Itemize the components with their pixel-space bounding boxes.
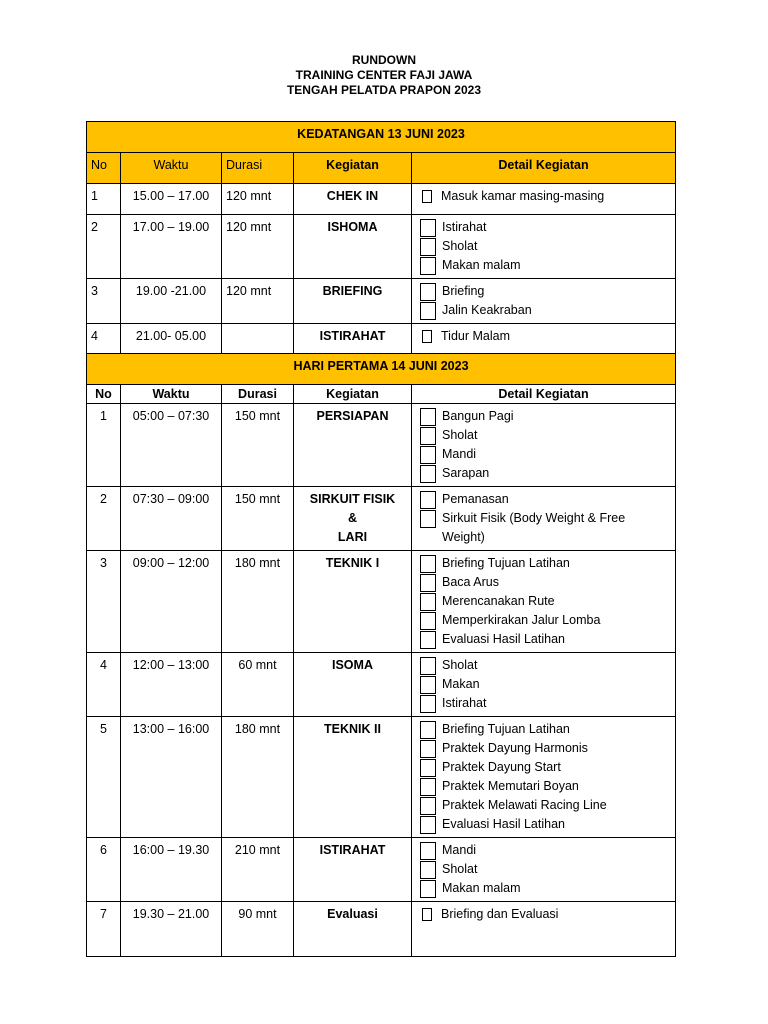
row-no: 3: [87, 279, 121, 324]
row-durasi: 150 mnt: [222, 404, 294, 487]
detail-text: Jalin Keakraban: [442, 303, 532, 317]
section-heading-row: [87, 354, 676, 385]
row-durasi: 180 mnt: [222, 551, 294, 653]
row-kegiatan: BRIEFING: [294, 279, 412, 324]
row-no: 4: [87, 324, 121, 354]
checkbox-icon: [420, 676, 436, 694]
row-waktu: 09:00 – 12:00: [121, 551, 222, 653]
row-waktu: 21.00- 05.00: [121, 324, 222, 354]
row-durasi: 60 mnt: [222, 653, 294, 717]
row-kegiatan: TEKNIK II: [294, 717, 412, 838]
detail-item: [416, 256, 671, 275]
detail-item: [416, 656, 671, 675]
title-line-2: TRAINING CENTER FAJI JAWA: [295, 68, 473, 82]
title-line-3: TENGAH PELATDA PRAPON 2023: [286, 83, 482, 97]
detail-item: [416, 282, 671, 301]
detail-item: [416, 301, 671, 320]
detail-item: [416, 237, 671, 256]
checkbox-icon: [420, 555, 436, 573]
detail-item: [416, 592, 671, 611]
detail-item: [416, 815, 671, 834]
checkbox-icon: [420, 695, 436, 713]
row-detail: [412, 653, 676, 717]
row-durasi: 150 mnt: [222, 487, 294, 551]
detail-text: Bangun Pagi: [442, 409, 514, 423]
checkbox-icon: [420, 740, 436, 758]
row-detail: [412, 404, 676, 487]
table-row: [87, 838, 676, 902]
detail-item: [416, 675, 671, 694]
row-kegiatan: ISTIRAHAT: [294, 324, 412, 354]
header-kegiatan: Kegiatan: [294, 385, 412, 404]
checkbox-icon: [420, 842, 436, 860]
row-no: 4: [87, 653, 121, 717]
detail-item: [416, 630, 671, 649]
table-row: [87, 653, 676, 717]
detail-text: Mandi: [442, 447, 477, 461]
row-kegiatan: ISHOMA: [294, 215, 412, 279]
detail-text: Sholat: [442, 239, 478, 253]
detail-item: [416, 694, 671, 713]
detail-item: [416, 573, 671, 592]
detail-item: [416, 509, 671, 547]
row-waktu: 19.00 -21.00: [121, 279, 222, 324]
row-durasi: 90 mnt: [222, 902, 294, 957]
row-no: 1: [87, 184, 121, 215]
row-waktu: 12:00 – 13:00: [121, 653, 222, 717]
detail-item: [416, 879, 671, 898]
detail-text: Briefing: [442, 284, 485, 298]
detail-item: [416, 490, 671, 509]
row-waktu: 16:00 – 19.30: [121, 838, 222, 902]
header-row: [87, 153, 676, 184]
detail-text: Evaluasi Hasil Latihan: [442, 817, 565, 831]
detail-text: Praktek Memutari Boyan: [442, 779, 579, 793]
row-durasi: 180 mnt: [222, 717, 294, 838]
row-detail: [412, 279, 676, 324]
checkbox-icon: [420, 491, 436, 509]
title-line-1: RUNDOWN: [352, 53, 416, 67]
row-no: 2: [87, 487, 121, 551]
detail-item: [416, 860, 671, 879]
table-row: [87, 184, 676, 215]
header-no: No: [87, 385, 121, 404]
row-kegiatan: ISTIRAHAT: [294, 838, 412, 902]
checkbox-icon: [420, 446, 436, 464]
checkbox-icon: [420, 238, 436, 256]
header-detail: Detail Kegiatan: [412, 385, 676, 404]
row-detail: [412, 717, 676, 838]
checkbox-icon: [420, 797, 436, 815]
checkbox-icon: [420, 721, 436, 739]
row-no: 3: [87, 551, 121, 653]
row-detail: [412, 215, 676, 279]
table-row: [87, 404, 676, 487]
header-detail: Detail Kegiatan: [412, 153, 676, 184]
row-durasi: 120 mnt: [222, 215, 294, 279]
row-no: 2: [87, 215, 121, 279]
detail-text: Sholat: [442, 658, 478, 672]
detail-text: Praktek Dayung Harmonis: [442, 741, 588, 755]
checkbox-icon: [420, 759, 436, 777]
detail-item: [416, 218, 671, 237]
checkbox-icon: [420, 816, 436, 834]
section-heading: HARI PERTAMA 14 JUNI 2023: [87, 354, 676, 385]
section-heading: KEDATANGAN 13 JUNI 2023: [87, 122, 676, 153]
row-detail: [412, 184, 676, 215]
row-waktu: 13:00 – 16:00: [121, 717, 222, 838]
detail-text: Sirkuit Fisik (Body Weight & Free Weight): [442, 511, 626, 544]
checkbox-icon: [420, 257, 436, 275]
checkbox-icon: [420, 574, 436, 592]
row-no: 7: [87, 902, 121, 957]
row-waktu: 17.00 – 19.00: [121, 215, 222, 279]
detail-text: Evaluasi Hasil Latihan: [442, 632, 565, 646]
detail-text: Pemanasan: [442, 492, 509, 506]
detail-item: [416, 841, 671, 860]
row-kegiatan: TEKNIK I: [294, 551, 412, 653]
table-row: [87, 324, 676, 354]
detail-item: [416, 611, 671, 630]
checkbox-icon: [420, 302, 436, 320]
row-kegiatan: PERSIAPAN: [294, 404, 412, 487]
detail-text: Istirahat: [442, 220, 487, 234]
detail-text: Memperkirakan Jalur Lomba: [442, 613, 601, 627]
checkbox-icon: [422, 330, 432, 343]
document-title: [0, 53, 768, 98]
row-waktu: 19.30 – 21.00: [121, 902, 222, 957]
checkbox-icon: [420, 465, 436, 483]
detail-text: Makan malam: [442, 881, 521, 895]
row-kegiatan: SIRKUIT FISIK & LARI: [294, 487, 412, 551]
detail-text: Briefing Tujuan Latihan: [442, 722, 570, 736]
detail-item: [416, 327, 671, 346]
checkbox-icon: [420, 880, 436, 898]
row-detail: [412, 838, 676, 902]
table-row: [87, 551, 676, 653]
checkbox-icon: [420, 408, 436, 426]
row-no: 6: [87, 838, 121, 902]
detail-item: [416, 426, 671, 445]
checkbox-icon: [420, 283, 436, 301]
detail-text: Tidur Malam: [441, 329, 510, 343]
detail-text: Istirahat: [442, 696, 487, 710]
detail-item: [416, 464, 671, 483]
row-waktu: 15.00 – 17.00: [121, 184, 222, 215]
checkbox-icon: [422, 190, 432, 203]
detail-item: [416, 554, 671, 573]
header-no: No: [87, 153, 121, 184]
checkbox-icon: [420, 593, 436, 611]
detail-item: [416, 407, 671, 426]
checkbox-icon: [420, 612, 436, 630]
detail-item: [416, 905, 671, 924]
detail-text: Makan malam: [442, 258, 521, 272]
checkbox-icon: [420, 219, 436, 237]
row-kegiatan: CHEK IN: [294, 184, 412, 215]
row-no: 1: [87, 404, 121, 487]
header-waktu: Waktu: [121, 153, 222, 184]
table-row: [87, 717, 676, 838]
detail-item: [416, 777, 671, 796]
row-durasi: 210 mnt: [222, 838, 294, 902]
detail-item: [416, 739, 671, 758]
checkbox-icon: [420, 657, 436, 675]
detail-item: [416, 445, 671, 464]
checkbox-icon: [420, 861, 436, 879]
row-kegiatan: Evaluasi: [294, 902, 412, 957]
header-kegiatan: Kegiatan: [294, 153, 412, 184]
table-row: [87, 902, 676, 957]
detail-text: Briefing dan Evaluasi: [441, 907, 559, 921]
rundown-table: [86, 121, 676, 957]
row-waktu: 05:00 – 07:30: [121, 404, 222, 487]
detail-item: [416, 720, 671, 739]
row-kegiatan: ISOMA: [294, 653, 412, 717]
detail-text: Sholat: [442, 862, 478, 876]
detail-text: Sholat: [442, 428, 478, 442]
detail-text: Baca Arus: [442, 575, 499, 589]
detail-text: Merencanakan Rute: [442, 594, 555, 608]
header-durasi: Durasi: [222, 385, 294, 404]
detail-text: Sarapan: [442, 466, 490, 480]
detail-text: Praktek Melawati Racing Line: [442, 798, 607, 812]
detail-text: Briefing Tujuan Latihan: [442, 556, 570, 570]
row-durasi: 120 mnt: [222, 184, 294, 215]
row-durasi: [222, 324, 294, 354]
table-row: [87, 215, 676, 279]
row-durasi: 120 mnt: [222, 279, 294, 324]
row-detail: [412, 902, 676, 957]
header-waktu: Waktu: [121, 385, 222, 404]
section-heading-row: [87, 122, 676, 153]
checkbox-icon: [420, 631, 436, 649]
detail-text: Makan: [442, 677, 480, 691]
header-row: [87, 385, 676, 404]
row-detail: [412, 487, 676, 551]
checkbox-icon: [420, 510, 436, 528]
row-waktu: 07:30 – 09:00: [121, 487, 222, 551]
detail-text: Mandi: [442, 843, 477, 857]
detail-item: [416, 796, 671, 815]
header-durasi: Durasi: [222, 153, 294, 184]
detail-item: [416, 758, 671, 777]
row-detail: [412, 324, 676, 354]
table-row: [87, 279, 676, 324]
row-no: 5: [87, 717, 121, 838]
detail-item: [416, 187, 671, 206]
checkbox-icon: [422, 908, 432, 921]
detail-text: Praktek Dayung Start: [442, 760, 561, 774]
checkbox-icon: [420, 778, 436, 796]
checkbox-icon: [420, 427, 436, 445]
table-row: [87, 487, 676, 551]
row-detail: [412, 551, 676, 653]
detail-text: Masuk kamar masing-masing: [441, 189, 605, 203]
